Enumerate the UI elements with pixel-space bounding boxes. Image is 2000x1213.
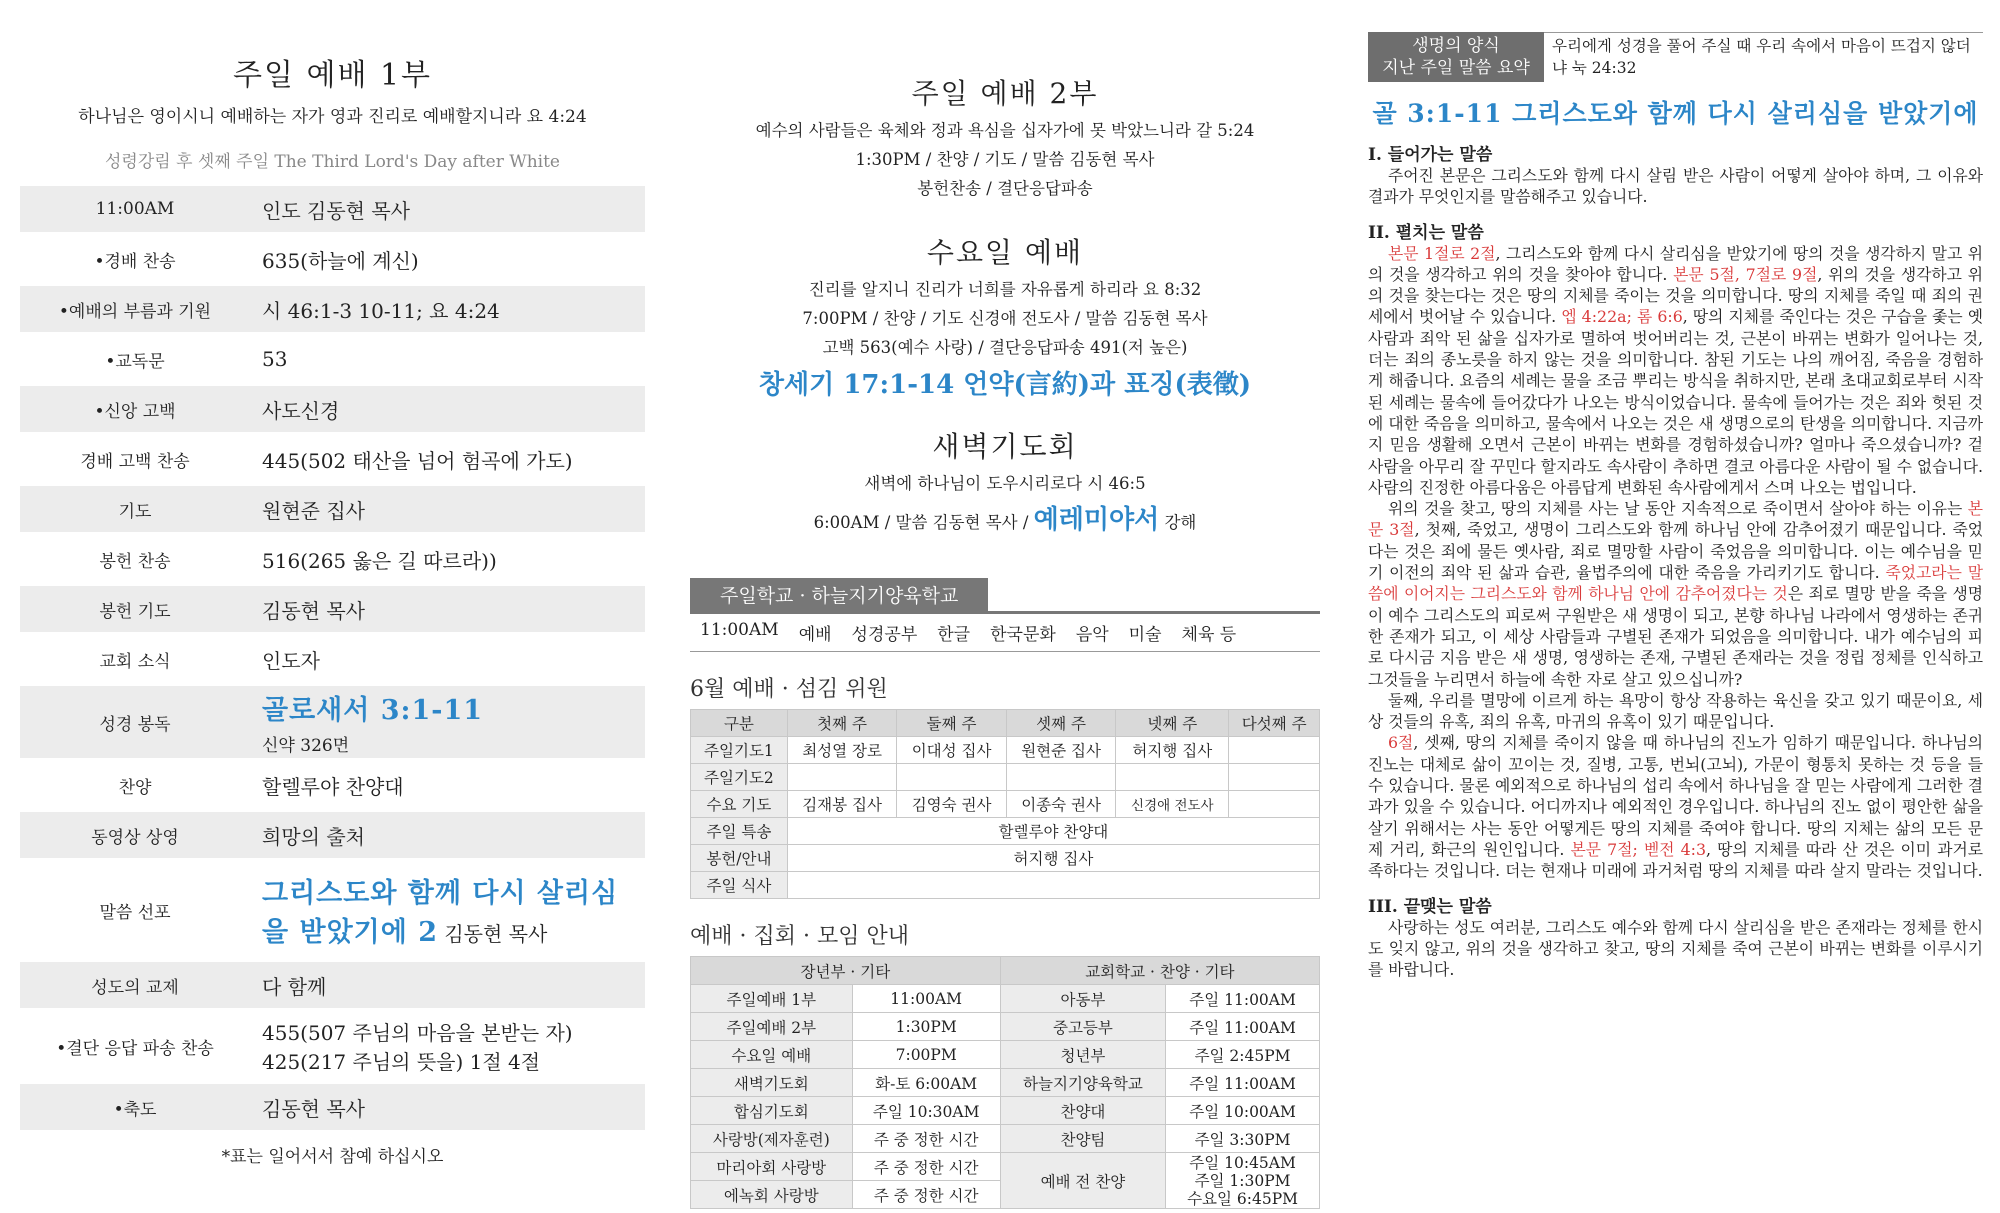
service1-subtitle: 성령강림 후 셋째 주일 The Third Lord's Day after White	[104, 152, 560, 172]
wednesday-verse: 진리를 알지니 진리가 너희를 자유롭게 하리라 요 8:32	[808, 280, 1202, 299]
sermon-title: 그리스도와 함께 다시 살리심	[262, 878, 619, 909]
table-row: 수요일 예배 7:00PM 청년부 주일 2:45PM	[691, 1041, 1320, 1069]
service2-verse: 예수의 사람들은 육체와 정과 욕심을 십자가에 못 박았느니라 갈 5:24	[755, 121, 1255, 140]
body-paragraph: 6절, 셋째, 땅의 지체를 죽이지 않을 때 하나님의 진노가 임하기 때문입니다. 하나님의 진노는 대체로 삶이 꼬이는 것, 질병, 고통, 번뇌(고뇌), 가문이 형통치 못하는 것 등을 들 수 있습니다. 물론 예외적으로 하나님의 섭리 속에서 하나님을 잘 믿는 사람에게 그러한 결과가 있을 수 있습니다. 어디까지나 예외적인 경우입니다. 하나님의 진노 없이 평안한 삶을 살기 위해서는 사는 동안 어떻게든 땅의 지체를 죽여야 합니다. 땅의 지체는 삶의 모든 문제 거리, 화근의 원인입니다. 본문 7절; 벧전 4:3, 땅의 지체를 따라 산 것은 이미 과거로 족하다는 것입니다. 더는 현재나 미래에 과거처럼 땅의 지체를 따라 살지 말라는 것입니다.	[1368, 733, 1983, 881]
standing-footnote: *표는 일어서서 참예 하십시오	[221, 1147, 444, 1167]
order-row: •교독문 53	[20, 336, 645, 386]
body-paragraph: 본문 1절로 2절, 그리스도와 함께 다시 살리심을 받았기에 땅의 것을 생각하지 말고 위의 것을 생각하고 위의 것을 찾아야 합니다. 본문 5절, 7절로 9절, 위의 것을 생각하고 위의 것을 찾는다는 것은 땅의 지체를 죽이는 것을 의미합니다. 땅의 지체를 죽일 때 죄의 권세에서 벗어날 수 있습니다. 엡 4:22a; 롬 6:6, 땅의 지체를 죽인다는 것은 구습을 좇는 옛사람과 죄악 된 삶을 십자가로 멸하여 벗어버리는 것, 근본이 바뀌는 변화가 일어나는 것, 더는 죄의 종노릇을 하지 않는 것을 의미합니다. 참된 기도는 나의 깨어짐, 죽음을 경험하게 해줍니다. 요즘의 세례는 물을 조금 뿌리는 방식을 취하지만, 본래 초대교회로부터 시작된 세례는 물속에 들어갔다가 나오는 방식이었습니다. 물속에 들어가는 것은 죄와 헛된 것에 대한 죽음을 의미하고, 물속에서 나오는 것은 새 생명으로의 탄생을 의미합니다. 지금까지 믿음 생활해 오면서 근본이 바뀌는 변화를 경험하셨습니까? 얼마나 죽으셨습니까? 겉 사람을 아무리 잘 꾸민다 할지라도 속사람이 추하면 결코 아름다운 사람이 될 수 없습니다. 사람의 진정한 아름다움은 아름답게 변화된 속사람에게서 스며 나오는 법입니다.	[1368, 243, 1983, 497]
dawn-book: 예레미야서	[1033, 505, 1160, 535]
table-row: 마리아회 사랑방 주 중 정한 시간 예배 전 찬양 주일 10:45AM 주일 1:30PM 수요일 6:45PM	[691, 1153, 1320, 1181]
order-row: •축도 김동현 목사	[20, 1084, 645, 1134]
june-service-table: 구분 첫째 주 둘째 주 셋째 주 넷째 주 다섯째 주 주일기도1 최성열 장로 이대성 집사 원현준 집사 허지행 집사 주일기도2 수요 기도 김재봉 집사 김영숙 권사 이종숙 권사 신경애 전도사 주일 특송 할렐루야 찬양대 봉헌/안내 허지행 집사 주일 식사	[690, 709, 1320, 899]
service1-verse: 하나님은 영이시니 예배하는 자가 영과 진리로 예배할지니라 요 4:24	[78, 107, 587, 127]
order-row: 성도의 교제 다 함께	[20, 962, 645, 1012]
body-paragraph: 위의 것을 찾고, 땅의 지체를 사는 날 동안 지속적으로 죽이면서 살아야 하는 이유는 본문 3절, 첫째, 죽었고, 생명이 그리스도와 함께 하나님 안에 감추어졌기 때문입니다. 죽었다는 것은 죄에 물든 옛사람, 죄로 멸망할 사람이 죽었음을 의미합니다. 이는 예수님을 믿기 이전의 죄악 된 삶과 습관, 율법주의에 대한 죽음을 가리키기도 합니다. 죽었고라는 말씀에 이어지는 그리스도와 함께 하나님 안에 감추어졌다는 것은 죄로 멸망 받을 죽을 생명이 예수 그리스도의 피로써 구원받은 새 생명이 되고, 본향 하나님 나라에서 영생하는 존귀한 존재가 되고, 이 세상 사람들과 구별된 존재가 되었음을 의미합니다. 내가 예수님의 피로 다시금 지음 받은 새 생명, 영생하는 존재, 구별된 존재라는 것을 정립 정체를 인식하고 그것들을 누리면서 하늘에 속한 자로 살고 있으십니까?	[1368, 499, 1983, 689]
summary-title: 골 3:1-11 그리스도와 함께 다시 살리심을 받았기에	[1372, 99, 1979, 128]
table-row: 주일기도1 최성열 장로 이대성 집사 원현준 집사 허지행 집사	[691, 737, 1320, 764]
table-row: 주일기도2	[691, 764, 1320, 791]
dawn-verse: 새벽에 하나님이 도우시리로다 시 46:5	[864, 474, 1146, 493]
sunday-service-1-column	[20, 0, 645, 1213]
sermon-title-cont: 을 받았기에 2	[262, 917, 438, 948]
sunday-school-section	[690, 578, 1320, 652]
order-row: 11:00AM 인도 김동현 목사	[20, 186, 645, 236]
order-row: •예배의 부름과 기원 시 46:1-3 10-11; 요 4:24	[20, 286, 645, 336]
order-row: 경배 고백 찬송 445(502 태산을 넘어 험곡에 가도)	[20, 436, 645, 486]
table-row: 사랑방(제자훈련) 주 중 정한 시간 찬양팀 주일 3:30PM	[691, 1125, 1320, 1153]
table-row: 새벽기도회 화-토 6:00AM 하늘지기양육학교 주일 11:00AM	[691, 1069, 1320, 1097]
table-row: 주일예배 1부 11:00AM 아동부 주일 11:00AM	[691, 985, 1320, 1013]
section-closing-heading: III. 끝맺는 말씀	[1368, 896, 1492, 917]
sunday-school-header: 주일학교 · 하늘지기양육학교	[690, 578, 988, 611]
order-of-service	[20, 186, 645, 1134]
intro-paragraph: 주어진 본문은 그리스도와 함께 다시 살림 받은 사람이 어떻게 살아야 하며, 그 이유와 결과가 무엇인지를 말씀해주고 있습니다.	[1368, 166, 1983, 207]
closing-paragraph: 사랑하는 성도 여러분, 그리스도 예수와 함께 다시 살리심을 받은 존재라는 정체를 한시도 잊지 않고, 위의 것을 생각하고 찾고, 땅의 지체를 죽여 근본이 바뀌는 변화를 이루시기를 바랍니다.	[1368, 917, 1983, 980]
sunday-school-items: 11:00AM 예배 성경공부 한글 한국문화 음악 미술 체육 등	[690, 614, 1320, 652]
table-row: 주일예배 2부 1:30PM 중고등부 주일 11:00AM	[691, 1013, 1320, 1041]
summary-quote: 우리에게 성경을 풀어 주실 때 우리 속에서 마음이 뜨겁지 않더냐 눅 24:32	[1544, 32, 1983, 82]
order-row: •신앙 고백 사도신경	[20, 386, 645, 436]
order-row: 봉헌 찬송 516(265 옳은 길 따르라))	[20, 536, 645, 586]
june-service-title: 6월 예배 · 섬김 위원	[690, 677, 888, 702]
scripture-reference: 골로새서 3:1-11	[262, 695, 484, 726]
meetings-guide-title: 예배 · 집회 · 모임 안내	[690, 924, 909, 949]
order-row: 봉헌 기도 김동현 목사	[20, 586, 645, 636]
sermon-summary-column	[1368, 0, 1983, 1213]
wednesday-title: 수요일 예배	[926, 236, 1084, 269]
order-row: 교회 소식 인도자	[20, 636, 645, 686]
table-row: 주일 식사	[691, 872, 1320, 899]
sermon-preacher: 김동현 목사	[444, 922, 548, 946]
closing-hymn-row: •결단 응답 파송 찬송 455(507 주님의 마음을 본받는 자) 425(217 주님의 뜻을) 1절 4절	[20, 1012, 645, 1084]
order-row: 동영상 상영 희망의 출처	[20, 812, 645, 862]
section-body-heading: II. 펼치는 말씀	[1368, 222, 1484, 243]
wednesday-sermon-title: 창세기 17:1-14 언약(言約)과 표징(表徵)	[758, 370, 1252, 400]
table-row: 에녹회 사랑방 주 중 정한 시간	[691, 1181, 1320, 1209]
service1-title: 주일 예배 1부	[232, 58, 433, 93]
order-row: 찬양 할렐루야 찬양대	[20, 762, 645, 812]
dawn-prayer-title: 새벽기도회	[932, 430, 1078, 463]
table-row: 수요 기도 김재봉 집사 김영숙 권사 이종숙 권사 신경애 전도사	[691, 791, 1320, 818]
services-schedule-column: 주일 예배 2부 예수의 사람들은 육체와 정과 욕심을 십자가에 못 박았느니라 갈 5:24 1:30PM / 찬양 / 기도 / 말씀 김동현 목사 봉헌찬송 / 결단응답파송 수요일 예배 진리를 알지니 진리가 너희를 자유롭게 하리라 요 8:32 7:00PM / 찬양 / 기도 신경애 전도사 / 말씀 김동현 목사 고백 563(예수 사랑) / 결단응답파송 491(저 높은) 창세기 17:1-14 언약(言約)과 표징(表徵) 새벽기도회 새벽에 하나님이 도우시리로다 시 46:5 6:00AM / 말씀 김동현 목사 / 예레미야서 강해 주일학교 · 하늘지기양육학교 11:00AM 예배 성경공부 한글 한국문화 음악 미술 체육 등 6월 예배 · 섬김 위원 구분 첫째 주 둘째 주 셋째 주 넷째 주 다섯째 주 주일기도1 최성열 장로 이대성 집사 원현준 집사 허지행 집사 주일기도2 수요 기도 김재봉 집사 김영숙 권사 이종숙 권사 신경애 전도사 주일 특송 할렐루야 찬양대 봉헌/안내 허지행 집사 주일 식사 예배 · 집회 · 모임 안내 장년부 · 기타 교회학교 · 찬양 · 기타 주일예배 1부 11:00AM 아동부 주일 11:00AM 주일예배 2부 1:30PM 중고등부 주일 11:00AM 수요일 예배 7:00PM 청년부 주일 2:45PM 새벽기도회 화-토 6:00AM 하늘지기양육학교 주일 11:00AM 합심기도회 주일 10:30AM 찬양대 주일 10:00AM 사랑방(제자훈련) 주 중 정한 시간 찬양팀 주일 3:30PM 마리아회 사랑방 주 중 정한 시간 예배 전 찬양 주일 10:45AM 주일 1:30PM 수요일 6:45PM 에녹회 사랑방 주 중 정한 시간	[690, 0, 1320, 1213]
order-row: 기도 원현준 집사	[20, 486, 645, 536]
order-row: •경배 찬송 635(하늘에 계신)	[20, 236, 645, 286]
table-row: 합심기도회 주일 10:30AM 찬양대 주일 10:00AM	[691, 1097, 1320, 1125]
summary-header	[1368, 32, 1983, 82]
summary-badge: 생명의 양식 지난 주일 말씀 요약	[1368, 32, 1544, 82]
meetings-guide-table: 장년부 · 기타 교회학교 · 찬양 · 기타 주일예배 1부 11:00AM 아동부 주일 11:00AM 주일예배 2부 1:30PM 중고등부 주일 11:00AM 수요일 예배 7:00PM 청년부 주일 2:45PM 새벽기도회 화-토 6:00AM 하늘지기양육학교 주일 11:00AM 합심기도회 주일 10:30AM 찬양대 주일 10:00AM 사랑방(제자훈련) 주 중 정한 시간 찬양팀 주일 3:30PM 마리아회 사랑방 주 중 정한 시간 예배 전 찬양 주일 10:45AM 주일 1:30PM 수요일 6:45PM 에녹회 사랑방 주 중 정한 시간	[690, 956, 1320, 1209]
scripture-reading-row: 성경 봉독 골로새서 3:1-11 신약 326면	[20, 686, 645, 762]
scripture-page: 신약 326면	[262, 736, 350, 756]
service2-title: 주일 예배 2부	[911, 77, 1099, 110]
table-row: 주일 특송 할렐루야 찬양대	[691, 818, 1320, 845]
sermon-row: 말씀 선포 그리스도와 함께 다시 살리심 을 받았기에 2 김동현 목사	[20, 862, 645, 962]
table-row: 봉헌/안내 허지행 집사	[691, 845, 1320, 872]
section-intro-heading: I. 들어가는 말씀	[1368, 145, 1493, 165]
body-paragraph: 둘째, 우리를 멸망에 이르게 하는 욕망이 항상 작용하는 육신을 갖고 있기 때문이요, 세상 것들의 유혹, 죄의 유혹, 마귀의 유혹이 있기 때문입니다.	[1368, 690, 1983, 732]
